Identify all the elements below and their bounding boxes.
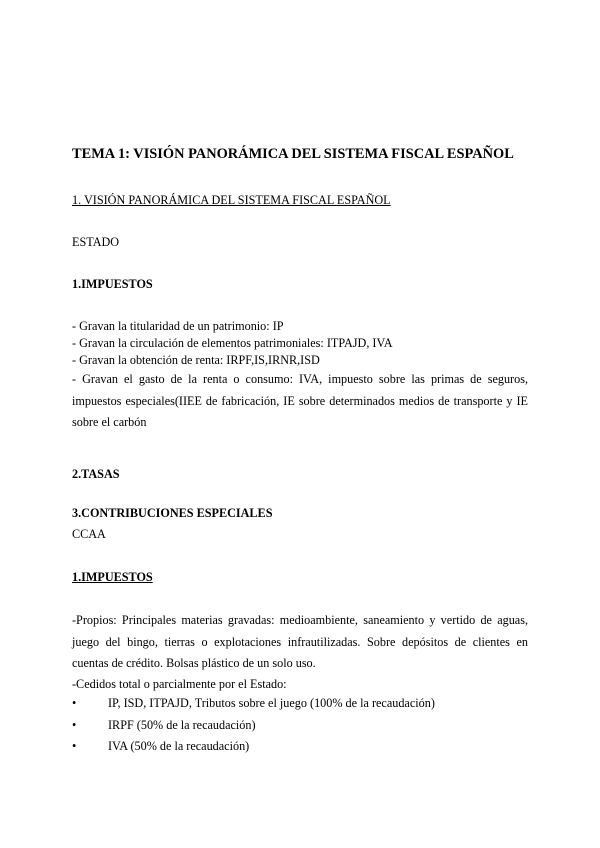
cedidos-intro: -Cedidos total o parcialmente por el Estado: <box>72 677 287 691</box>
list-item: - Gravan el gasto de la renta o consumo: IVA, impuesto sobre las primas de seguros, impuestos especiales(IIEE de fabricación, IE sobre determinados medios de transporte y IE sobre el carbón <box>72 372 528 429</box>
cedidos-item-text: IVA (50% de la recaudación) <box>108 739 250 753</box>
cedidos-item-text: IP, ISD, ITPAJD, Tributos sobre el juego (100% de la recaudación) <box>108 696 435 710</box>
ccaa-impuestos-heading: 1.IMPUESTOS <box>72 570 153 584</box>
list-item: - Gravan la obtención de renta: IRPF,IS,IRNR,ISD <box>72 353 320 367</box>
estado-impuestos-list <box>72 318 528 434</box>
list-item: - Gravan la titularidad de un patrimonio: IP <box>72 319 284 333</box>
cedidos-item-text: IRPF (50% de la recaudación) <box>108 717 256 732</box>
section-subtitle: 1. VISIÓN PANORÁMICA DEL SISTEMA FISCAL ESPAÑOL <box>72 193 391 207</box>
estado-label: ESTADO <box>72 235 120 249</box>
list-item <box>72 738 528 760</box>
ccaa-cedidos-section <box>72 674 528 760</box>
document-title: TEMA 1: VISIÓN PANORÁMICA DEL SISTEMA FISCAL ESPAÑOL <box>72 146 514 162</box>
list-item: - Gravan la circulación de elementos patrimoniales: ITPAJD, IVA <box>72 336 393 350</box>
bullet-icon: • <box>72 739 77 753</box>
estado-impuestos-heading: 1.IMPUESTOS <box>72 277 153 291</box>
propios-text: -Propios: Principales materias gravadas: medioambiente, saneamiento y vertido de aguas, juego del bingo, tierras o explotaciones infrautilizadas. Sobre depósitos de clientes en cuentas de crédito. Bolsas plástico de un solo uso. <box>72 613 528 670</box>
estado-tasas-heading: 2.TASAS <box>72 467 120 481</box>
estado-contribuciones-heading: 3.CONTRIBUCIONES ESPECIALES <box>72 506 273 520</box>
bullet-icon: • <box>72 717 77 732</box>
list-item <box>72 717 528 739</box>
list-item <box>72 695 528 717</box>
bullet-icon: • <box>72 696 77 710</box>
ccaa-propios-paragraph <box>72 610 528 675</box>
ccaa-label: CCAA <box>72 527 106 541</box>
